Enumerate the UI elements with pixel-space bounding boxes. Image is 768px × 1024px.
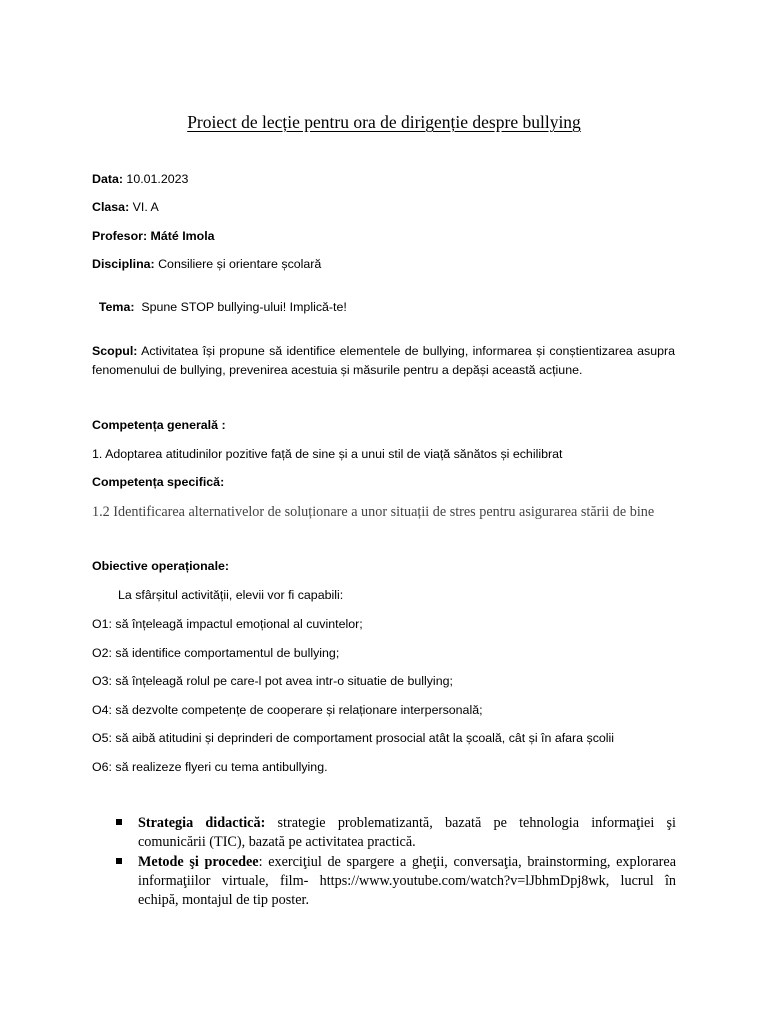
field-tema-value: Spune STOP bullying-ului! Implică-te! bbox=[134, 300, 347, 314]
field-disciplina-value: Consiliere și orientare școlară bbox=[154, 257, 322, 271]
scopul-text: Activitatea își propune să identifice elementele de bullying, informarea și conștientizarea asupra fenomenului de bullying, prevenirea acestuia și măsurile pentru a depăși această acțiune. bbox=[92, 344, 675, 377]
bullet-strategia bbox=[116, 814, 676, 852]
competenta-generala-heading-text: Competența generală : bbox=[92, 418, 226, 432]
bullet-metode-label: Metode şi procedee bbox=[138, 854, 259, 870]
obiectiv-o4: O4: să dezvolte competențe de cooperare și relaționare interpersonală; bbox=[92, 703, 483, 717]
obiective-heading bbox=[92, 559, 229, 573]
field-clasa bbox=[92, 200, 159, 214]
field-data-value: 10.01.2023 bbox=[122, 172, 189, 186]
field-tema-label: Tema: bbox=[98, 300, 135, 314]
bullet-metode bbox=[116, 853, 676, 910]
competenta-specifica-heading-text: Competența specifică: bbox=[92, 475, 225, 489]
obiectiv-o1: O1: să înțeleagă impactul emoțional al cuvintelor; bbox=[92, 617, 363, 631]
strategy-bullet-list bbox=[116, 814, 676, 911]
obiective-heading-text: Obiective operaționale: bbox=[92, 559, 230, 573]
bullet-strategia-label: Strategia didactică: bbox=[138, 815, 266, 831]
obiectiv-o5: O5: să aibă atitudini și deprinderi de comportament prosocial atât la școală, cât și în afara școlii bbox=[92, 731, 615, 745]
field-tema bbox=[92, 286, 347, 314]
field-clasa-value: VI. A bbox=[129, 200, 159, 214]
field-data-label: Data: bbox=[92, 172, 123, 186]
obiectiv-o2: O2: să identifice comportamentul de bullying; bbox=[92, 646, 340, 660]
scopul-label: Scopul: bbox=[92, 344, 138, 358]
obiectiv-o3: O3: să înțeleagă rolul pe care-l pot avea intr-o situatie de bullying; bbox=[92, 674, 453, 688]
competenta-specifica-heading bbox=[92, 475, 224, 489]
bullet-metode-text: : exerciţiul de spargere a gheţii, conversaţia, brainstorming, explorarea informaţiilor virtuale, film- https://www.youtube.com/watch?v=lJbhmDpj8wk, lucrul în echipă, montajul de tip poster. bbox=[138, 854, 676, 908]
competenta-specifica-item: 1.2 Identificarea alternativelor de soluționare a unor situații de stres pentru asigurarea stării de bine bbox=[92, 504, 655, 520]
square-bullet-icon bbox=[116, 858, 122, 864]
field-clasa-label: Clasa: bbox=[92, 200, 130, 214]
scopul-paragraph bbox=[92, 342, 675, 380]
field-disciplina bbox=[92, 257, 321, 271]
document-title: Proiect de lecție pentru ora de dirigenție despre bullying bbox=[187, 112, 581, 132]
field-disciplina-label: Disciplina: bbox=[92, 257, 155, 271]
obiectiv-o6: O6: să realizeze flyeri cu tema antibullying. bbox=[92, 760, 328, 774]
competenta-generala-heading bbox=[92, 418, 226, 432]
square-bullet-icon bbox=[116, 819, 122, 825]
bullet-strategia-text: strategie problematizantă, bazată pe tehnologia informaţiei şi comunicării (TIC), bazată pe activitatea practică. bbox=[138, 815, 676, 850]
field-profesor-value: Máté Imola bbox=[147, 229, 215, 243]
competenta-generala-item: 1. Adoptarea atitudinilor pozitive față de sine și a unui stil de viață sănătos și echilibrat bbox=[92, 447, 563, 461]
obiective-intro: La sfârșitul activității, elevii vor fi capabili: bbox=[118, 588, 344, 602]
field-profesor bbox=[92, 229, 215, 243]
field-profesor-label: Profesor: bbox=[92, 229, 148, 243]
field-data bbox=[92, 172, 188, 186]
